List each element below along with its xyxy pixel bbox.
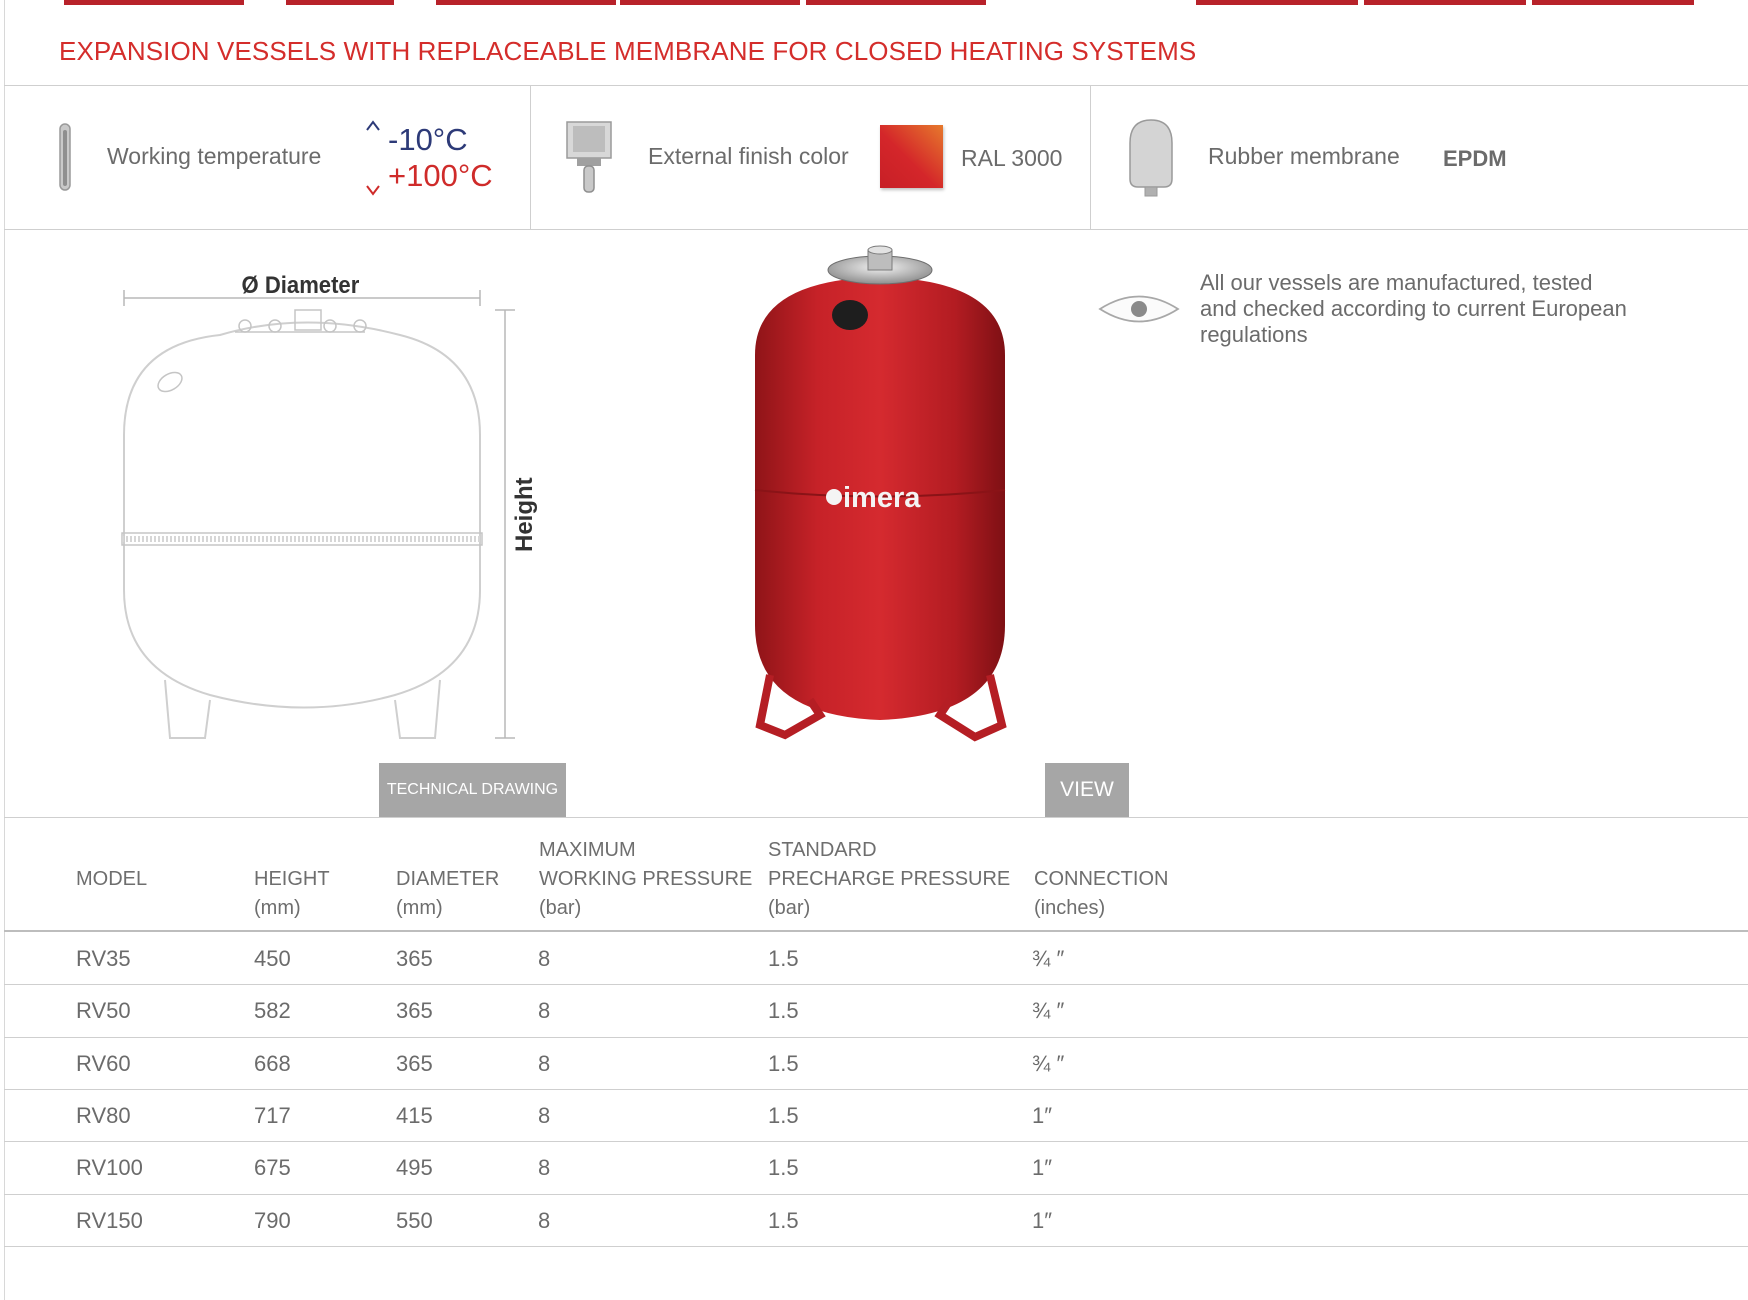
table-cell: 1″	[1032, 1207, 1053, 1233]
table-cell: 675	[254, 1155, 291, 1181]
eye-icon	[1098, 290, 1180, 328]
divider	[4, 229, 1748, 230]
table-cell: 8	[538, 998, 551, 1024]
table-cell: 550	[396, 1207, 433, 1233]
table-cell: 365	[396, 1050, 433, 1076]
thermometer-icon	[56, 122, 74, 194]
table-cell: RV35	[76, 946, 131, 971]
table-cell: 8	[538, 1155, 551, 1181]
table-cell: 1.5	[768, 946, 799, 971]
col-header-diameter: DIAMETER (mm)	[396, 868, 500, 919]
table-cell: 1.5	[768, 1155, 799, 1181]
header-divider	[4, 930, 1748, 932]
divider	[4, 817, 1748, 818]
table-row-divider	[4, 1089, 1748, 1090]
tab-3[interactable]	[436, 0, 616, 5]
tab-4[interactable]	[620, 0, 800, 5]
table-row-divider	[4, 1246, 1748, 1247]
table-row-divider	[4, 1194, 1748, 1195]
table-cell: 365	[396, 998, 433, 1024]
tab-2[interactable]	[286, 0, 394, 5]
col-header-precharge: STANDARD PRECHARGE PRESSURE (bar)	[768, 839, 1011, 919]
table-cell: 1.5	[768, 1207, 799, 1233]
table-row-divider	[4, 1037, 1748, 1038]
tab-strip	[0, 0, 1748, 6]
tab-7[interactable]	[1364, 0, 1526, 5]
col-header-model: MODEL	[76, 868, 148, 890]
finish-value: RAL 3000	[961, 145, 1063, 171]
table-cell: RV80	[76, 1102, 131, 1128]
table-row-divider	[4, 984, 1748, 985]
product-image	[740, 245, 1020, 755]
membrane-label: Rubber membrane	[1208, 143, 1400, 169]
membrane-value: EPDM	[1443, 146, 1507, 171]
table-cell: 495	[396, 1155, 433, 1181]
table-cell: RV60	[76, 1050, 131, 1076]
table-cell: 8	[538, 1207, 551, 1233]
temperature-max: +100°C	[388, 158, 493, 193]
table-cell: ¾ ″	[1032, 1050, 1065, 1076]
table-cell: 365	[396, 946, 433, 971]
spec-divider	[1090, 86, 1091, 229]
tab-6[interactable]	[1196, 0, 1358, 5]
table-cell: 8	[538, 1102, 551, 1128]
technical-drawing	[110, 260, 538, 750]
table-cell: 415	[396, 1102, 433, 1128]
divider	[4, 85, 1748, 86]
temperature-range-arrow-icon	[362, 120, 384, 196]
table-cell: ¾ ″	[1032, 946, 1065, 971]
col-header-height: HEIGHT (mm)	[254, 868, 330, 919]
table-cell: 717	[254, 1102, 291, 1128]
paint-brush-icon	[565, 120, 613, 196]
table-cell: 1.5	[768, 998, 799, 1024]
height-label: Height	[511, 477, 538, 552]
temperature-label: Working temperature	[107, 143, 322, 169]
table-cell: ¾ ″	[1032, 998, 1065, 1024]
table-cell: 1″	[1032, 1155, 1053, 1181]
view-button[interactable]: VIEW	[1045, 763, 1129, 817]
tab-8[interactable]	[1532, 0, 1694, 5]
col-header-max-pressure: MAXIMUM WORKING PRESSURE (bar)	[539, 839, 753, 919]
tab-1[interactable]	[64, 0, 244, 5]
page-title: EXPANSION VESSELS WITH REPLACEABLE MEMBRANE FOR CLOSED HEATING SYSTEMS	[59, 36, 1197, 66]
diameter-label: Ø Diameter	[241, 271, 360, 299]
table-cell: 1.5	[768, 1102, 799, 1128]
tab-5[interactable]	[806, 0, 986, 5]
table-cell: 790	[254, 1207, 291, 1233]
temperature-min: -10°C	[388, 122, 468, 157]
table-cell: RV150	[76, 1207, 143, 1233]
table-row-divider	[4, 1141, 1748, 1142]
table-cell: 1″	[1032, 1102, 1053, 1128]
table-cell: 450	[254, 946, 291, 971]
color-swatch	[880, 125, 943, 188]
table-cell: 8	[538, 946, 551, 971]
brand-logo: imera	[843, 482, 921, 514]
table-cell: 8	[538, 1050, 551, 1076]
spec-divider	[530, 86, 531, 229]
table-cell: 668	[254, 1050, 291, 1076]
table-cell: 1.5	[768, 1050, 799, 1076]
membrane-icon	[1126, 117, 1176, 199]
finish-label: External finish color	[648, 143, 849, 169]
table-cell: 582	[254, 998, 291, 1024]
technical-drawing-button[interactable]: TECHNICAL DRAWING	[379, 763, 566, 817]
table-cell: RV50	[76, 998, 131, 1024]
table-cell: RV100	[76, 1155, 143, 1181]
col-header-connection: CONNECTION (inches)	[1034, 868, 1169, 919]
regulations-note: All our vessels are manufactured, tested and checked according to current European regulations	[1200, 270, 1627, 347]
